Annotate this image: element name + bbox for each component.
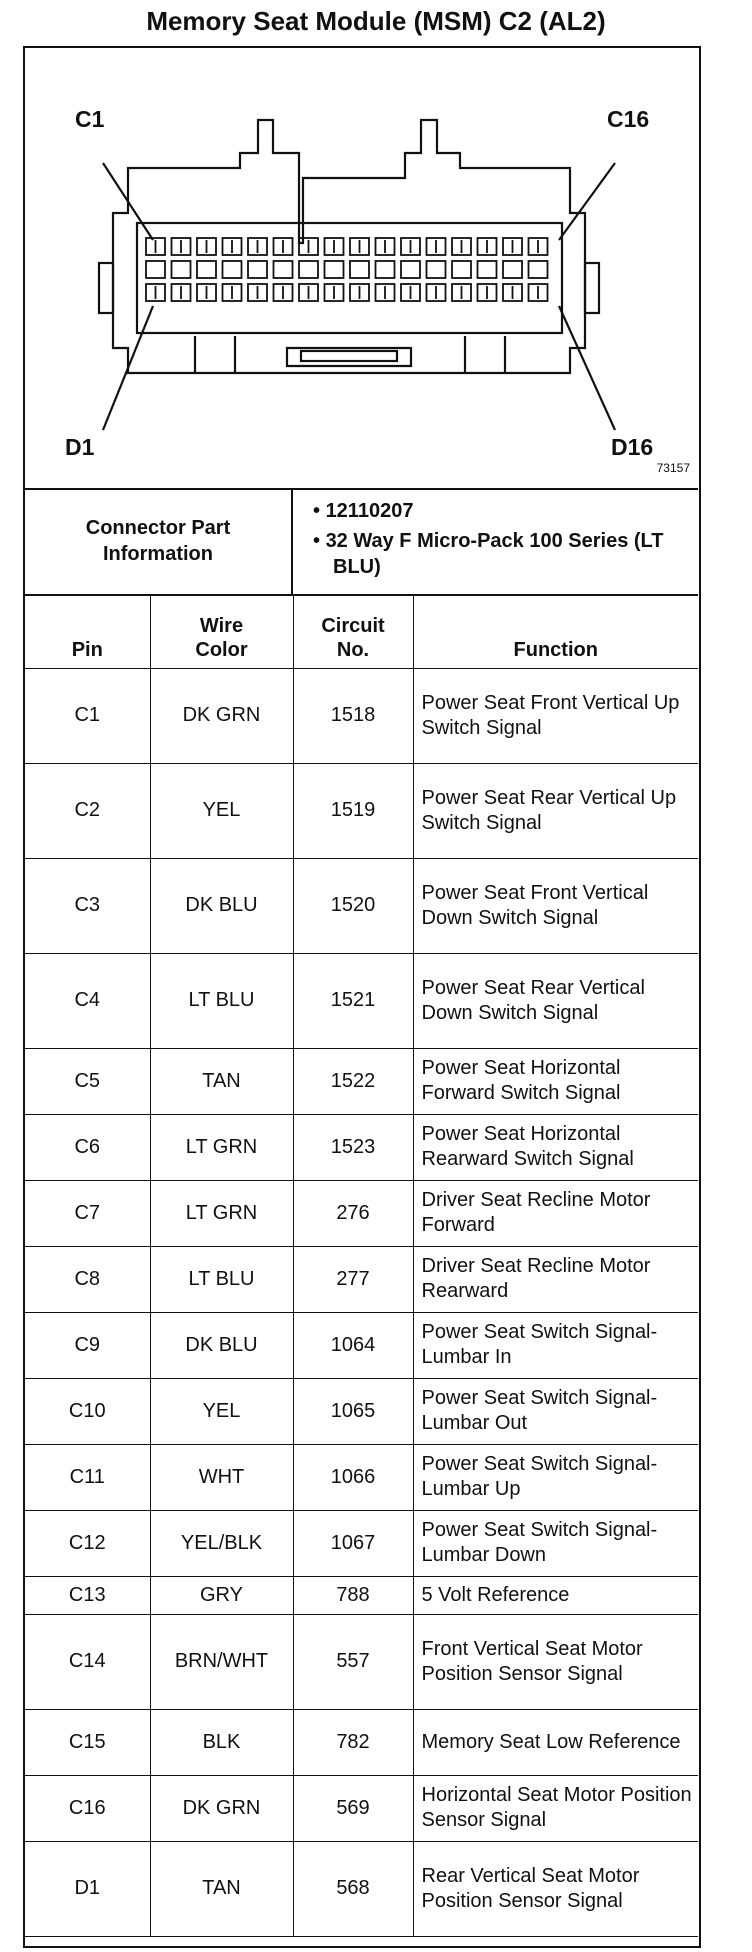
connector-info-bullets <box>313 498 693 584</box>
cavity <box>529 261 548 278</box>
table-row <box>25 763 698 858</box>
pin-cell: C5 <box>25 1048 150 1114</box>
table-row <box>25 1709 698 1775</box>
pin-cell: C14 <box>25 1614 150 1709</box>
function-column-header: Function <box>413 596 698 668</box>
pin-cell: C4 <box>25 953 150 1048</box>
pin-cell: C2 <box>25 763 150 858</box>
table-row <box>25 1841 698 1936</box>
function-cell: Power Seat Switch Signal-Lumbar In <box>413 1312 698 1378</box>
pin-cell: C12 <box>25 1510 150 1576</box>
table-row <box>25 1180 698 1246</box>
connector-face-drawing <box>25 48 698 488</box>
circuit-cell: 1066 <box>293 1444 413 1510</box>
circuit-cell: 277 <box>293 1246 413 1312</box>
callout-c1: C1 <box>75 106 105 132</box>
table-row <box>25 858 698 953</box>
cavity <box>248 261 267 278</box>
function-cell: Rear Vertical Seat Motor Position Sensor Signal <box>413 1841 698 1936</box>
function-cell: 5 Volt Reference <box>413 1576 698 1614</box>
pin-column-header: Pin <box>25 596 150 668</box>
wire-color-cell: BLK <box>150 1709 293 1775</box>
function-cell: Power Seat Rear Vertical Up Switch Signal <box>413 763 698 858</box>
wire-color-cell: GRY <box>150 1576 293 1614</box>
function-cell: Power Seat Front Vertical Up Switch Signal <box>413 668 698 763</box>
table-row <box>25 1614 698 1709</box>
circuit-cell: 1522 <box>293 1048 413 1114</box>
circuit-cell: 788 <box>293 1576 413 1614</box>
cavity <box>427 261 446 278</box>
function-cell: Power Seat Switch Signal-Lumbar Out <box>413 1378 698 1444</box>
table-row <box>25 1775 698 1841</box>
function-cell: Horizontal Seat Motor Position Sensor Signal <box>413 1775 698 1841</box>
cavity <box>197 261 216 278</box>
table-row <box>25 1312 698 1378</box>
connector-type-bullet: • 32 Way F Micro-Pack 100 Series (LT BLU) <box>313 530 664 578</box>
circuit-cell: 1521 <box>293 953 413 1048</box>
circuit-cell: 1064 <box>293 1312 413 1378</box>
wire-color-cell: TAN <box>150 1048 293 1114</box>
wire-color-cell: YEL/BLK <box>150 1510 293 1576</box>
wire-color-cell: DK GRN <box>150 668 293 763</box>
part-number-bullet: • 12110207 <box>313 500 414 522</box>
function-cell: Driver Seat Recline Motor Rearward <box>413 1246 698 1312</box>
callout-d1: D1 <box>65 434 95 460</box>
pin-cell: C16 <box>25 1775 150 1841</box>
function-cell: Power Seat Horizontal Forward Switch Signal <box>413 1048 698 1114</box>
wire-color-cell: BRN/WHT <box>150 1614 293 1709</box>
cavity <box>172 261 191 278</box>
wire-color-cell: YEL <box>150 1378 293 1444</box>
circuit-cell: 1067 <box>293 1510 413 1576</box>
pin-cell: C13 <box>25 1576 150 1614</box>
circuit-cell: 557 <box>293 1614 413 1709</box>
cavity <box>146 261 165 278</box>
cavity <box>350 261 369 278</box>
table-row <box>25 1114 698 1180</box>
function-cell: Front Vertical Seat Motor Position Sensor Signal <box>413 1614 698 1709</box>
function-cell: Power Seat Switch Signal-Lumbar Down <box>413 1510 698 1576</box>
page-title: Memory Seat Module (MSM) C2 (AL2) <box>146 6 606 36</box>
pin-cell: D1 <box>25 1841 150 1936</box>
pin-cell: C7 <box>25 1180 150 1246</box>
wire-color-cell: LT BLU <box>150 953 293 1048</box>
figure-number: 73157 <box>656 461 690 475</box>
pin-cell: C1 <box>25 668 150 763</box>
wire-color-column-header: Wire Color <box>150 596 293 668</box>
function-cell: Power Seat Switch Signal-Lumbar Up <box>413 1444 698 1510</box>
table-row <box>25 1576 698 1614</box>
pin-cell: C3 <box>25 858 150 953</box>
connector-part-information <box>25 488 698 596</box>
circuit-cell: 1518 <box>293 668 413 763</box>
circuit-cell: 569 <box>293 1775 413 1841</box>
pin-cell: C9 <box>25 1312 150 1378</box>
pin-cell: C8 <box>25 1246 150 1312</box>
cavity <box>299 261 318 278</box>
wire-color-cell: YEL <box>150 763 293 858</box>
connector-diagram <box>25 48 698 490</box>
pin-cell: C11 <box>25 1444 150 1510</box>
function-cell: Memory Seat Low Reference <box>413 1709 698 1775</box>
cavity <box>325 261 344 278</box>
wire-color-cell: DK BLU <box>150 1312 293 1378</box>
cavity <box>478 261 497 278</box>
cavity <box>503 261 522 278</box>
function-cell: Power Seat Front Vertical Down Switch Signal <box>413 858 698 953</box>
wire-color-cell: DK GRN <box>150 1775 293 1841</box>
circuit-cell: 1065 <box>293 1378 413 1444</box>
pin-cell: C10 <box>25 1378 150 1444</box>
callout-c16: C16 <box>607 106 650 132</box>
circuit-cell: 1520 <box>293 858 413 953</box>
table-row <box>25 953 698 1048</box>
pinout-table <box>25 596 698 1937</box>
wire-color-cell: LT GRN <box>150 1180 293 1246</box>
wire-color-cell: DK BLU <box>150 858 293 953</box>
connector-info-label <box>25 488 293 594</box>
circuit-column-header: Circuit No. <box>293 596 413 668</box>
cavity <box>223 261 242 278</box>
table-row <box>25 1048 698 1114</box>
connector-info-label-line1: Connector Part <box>85 517 231 539</box>
wire-color-cell: LT GRN <box>150 1114 293 1180</box>
circuit-cell: 782 <box>293 1709 413 1775</box>
pin-cell: C15 <box>25 1709 150 1775</box>
circuit-cell: 1519 <box>293 763 413 858</box>
table-row <box>25 1444 698 1510</box>
circuit-cell: 1523 <box>293 1114 413 1180</box>
cavity <box>274 261 293 278</box>
function-cell: Power Seat Rear Vertical Down Switch Signal <box>413 953 698 1048</box>
cavity <box>452 261 471 278</box>
connector-document <box>23 46 701 1948</box>
table-header-row <box>25 596 698 668</box>
wire-color-cell: LT BLU <box>150 1246 293 1312</box>
table-row <box>25 1378 698 1444</box>
circuit-cell: 568 <box>293 1841 413 1936</box>
cavity <box>401 261 420 278</box>
function-cell: Driver Seat Recline Motor Forward <box>413 1180 698 1246</box>
callout-d16: D16 <box>611 434 654 460</box>
wire-color-cell: WHT <box>150 1444 293 1510</box>
pin-cell: C6 <box>25 1114 150 1180</box>
wire-color-cell: TAN <box>150 1841 293 1936</box>
table-row <box>25 1510 698 1576</box>
table-row <box>25 668 698 763</box>
connector-info-label-line2: Information <box>103 543 213 565</box>
circuit-cell: 276 <box>293 1180 413 1246</box>
table-row <box>25 1246 698 1312</box>
cavity <box>376 261 395 278</box>
function-cell: Power Seat Horizontal Rearward Switch Signal <box>413 1114 698 1180</box>
